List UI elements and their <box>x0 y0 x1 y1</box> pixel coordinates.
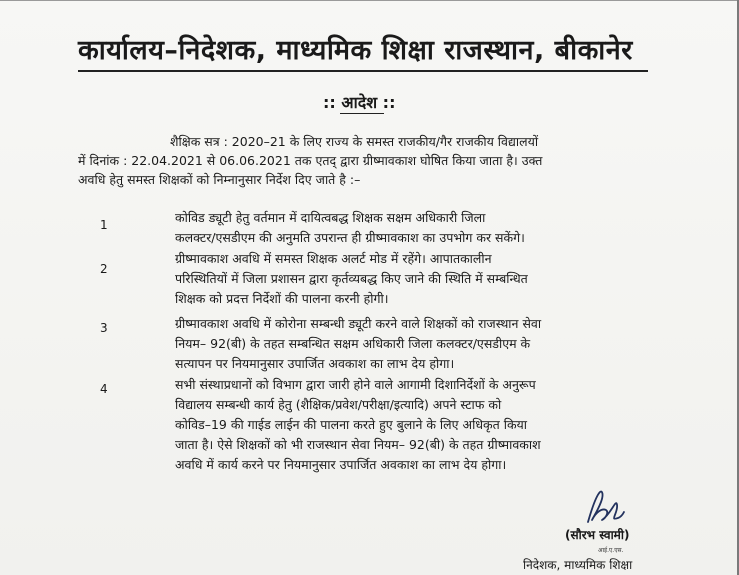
item-number: 2 <box>100 262 108 276</box>
item-line: अवधि में कार्य करने पर नियमानुसार उपार्जित अवकाश का लाभ देय होगा। <box>175 457 507 472</box>
signatory-designation: निदेशक, माध्यमिक शिक्षा <box>523 558 633 572</box>
order-heading: :: आदेश :: <box>323 93 396 112</box>
item-number: 1 <box>100 218 108 232</box>
intro-paragraph <box>78 132 648 189</box>
signatory-service: आई.ए.एस. <box>598 547 624 554</box>
item-line: शिक्षक को प्रदत्त निर्देशों की पालना करनी होगी। <box>175 291 389 306</box>
item-line: कलक्टर/एसडीएम की अनुमति उपरान्त ही ग्रीष्मावकाश का उपभोग कर सकेंगे। <box>175 230 525 245</box>
item-text <box>175 208 640 248</box>
item-line: कोविड–19 की गाईड लाईन की पालना करते हुए बुलाने के लिए अधिकृत किया <box>175 417 528 432</box>
handwritten-signature <box>582 488 626 528</box>
item-line: कोविड ड्यूटी हेतु वर्तमान में दायित्वबद्ध शिक्षक सक्षम अधिकारी जिला <box>175 210 486 225</box>
frame-edge-top <box>0 0 739 1</box>
item-line: सत्यापन पर नियमानुसार उपार्जित अवकाश का लाभ देय होगा। <box>175 356 455 371</box>
item-text <box>175 375 640 475</box>
item-number: 3 <box>100 321 108 335</box>
intro-line: शैक्षिक सत्र : 2020–21 के लिए राज्य के समस्त राजकीय/गैर राजकीय विद्यालयों <box>170 134 539 149</box>
intro-line: अवधि हेतु समस्त शिक्षकों को निम्नानुसार निर्देश दिए जाते है :– <box>78 172 361 187</box>
item-line: सभी संस्थाप्रधानों को विभाग द्वारा जारी होने वाले आगामी दिशानिर्देशों के अनुरूप <box>175 377 536 392</box>
signatory-name: (सौरभ स्वामी) <box>565 528 630 542</box>
item-line: परिस्थितियों में जिला प्रशासन द्वारा कृर्तव्यबद्ध किए जाने की स्थिति में सम्बन्धित <box>175 271 528 286</box>
office-header: कार्यालय–निदेशक, माध्यमिक शिक्षा राजस्थान, बीकानेर <box>78 35 633 66</box>
item-line: ग्रीष्मावकाश अवधि में कोरोना सम्बन्धी ड्यूटी करने वाले शिक्षकों को राजस्थान सेवा <box>175 316 542 331</box>
header-underline <box>78 70 648 72</box>
intro-line: में दिनांक : 22.04.2021 से 06.06.2021 तक एतद् द्वारा ग्रीष्मावकाश घोषित किया जाता है। उक्त <box>78 153 543 168</box>
item-number: 4 <box>100 382 108 396</box>
item-text <box>175 249 640 309</box>
item-line: विद्यालय सम्बन्धी कार्य हेतु (शैक्षिक/प्रवेश/परीक्षा/इत्यादि) अपने स्टाफ को <box>175 397 502 412</box>
item-line: जाता है। ऐसे शिक्षकों को भी राजस्थान सेवा नियम– 92(बी) के तहत ग्रीष्मावकाश <box>175 437 541 452</box>
order-heading-underline <box>340 113 384 114</box>
item-line: नियम– 92(बी) के तहत सम्बन्धित सक्षम अधिकारी जिला कलक्टर/एसडीएम के <box>175 336 531 351</box>
item-line: ग्रीष्मावकाश अवधि में समस्त शिक्षक अलर्ट मोड में रहेंगे। आपातकालीन <box>175 251 492 266</box>
item-text <box>175 314 640 374</box>
